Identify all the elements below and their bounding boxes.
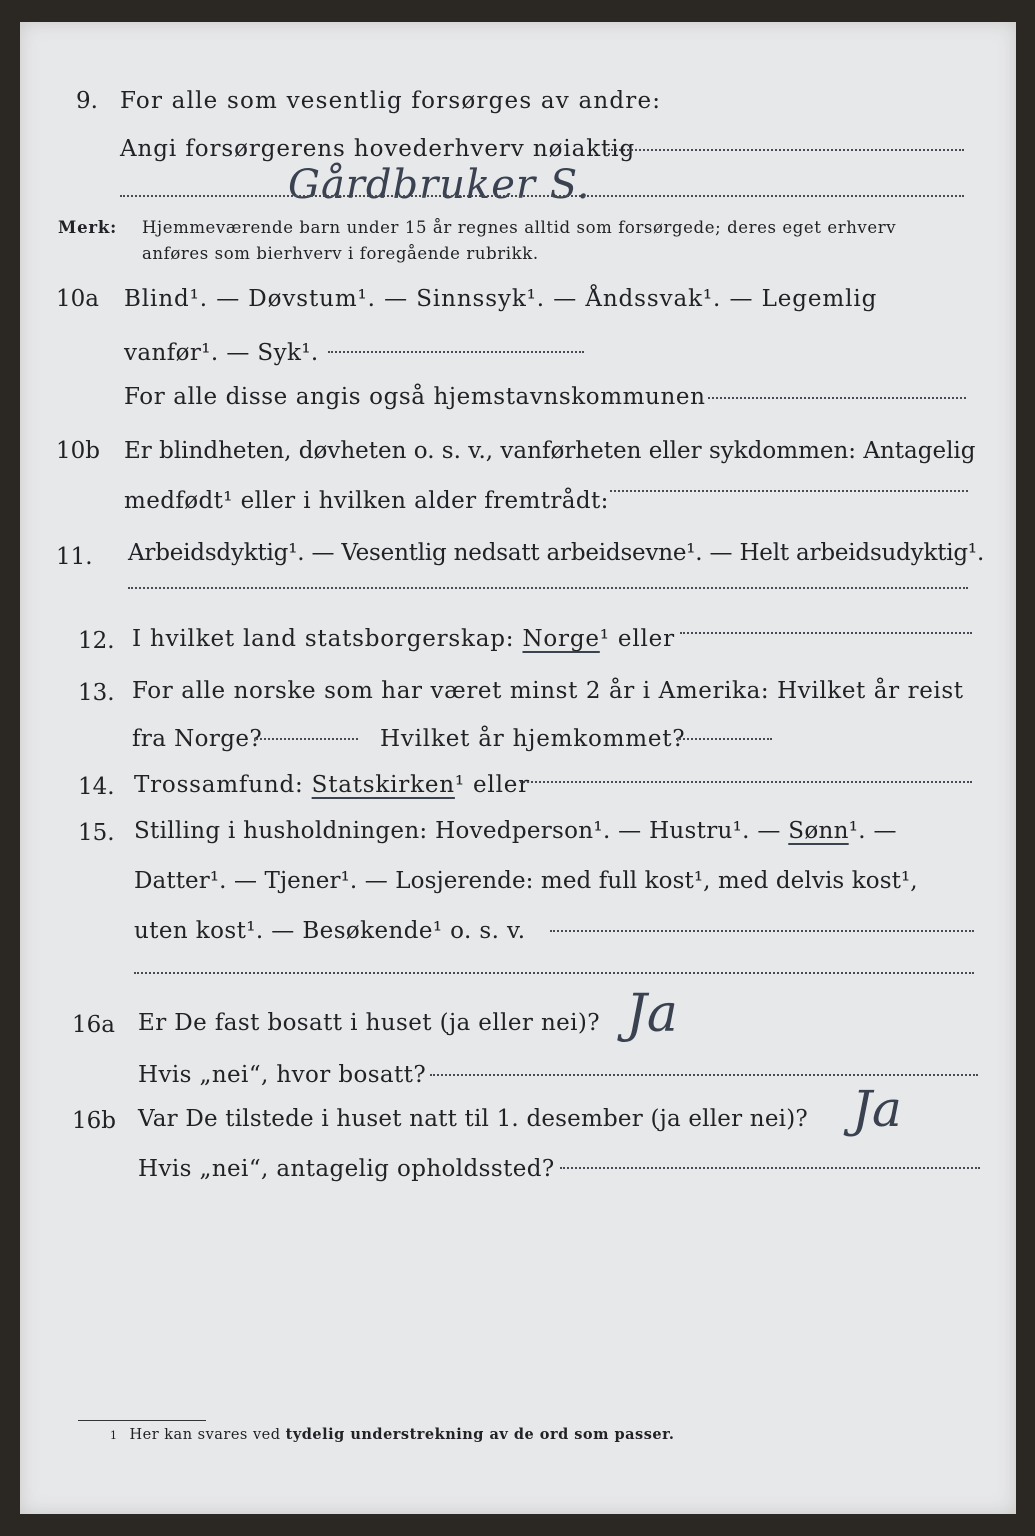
q16a-answer-line [430,1074,978,1076]
footnote-marker: 1 [110,1429,118,1442]
q11-answer-line [128,587,968,589]
q16a-number: 16a [72,1012,115,1038]
q14-answer-line [520,781,972,783]
q10a-line2: vanfør¹. — Syk¹. [124,340,319,366]
q14-suffix: ¹ eller [454,772,530,798]
q15-underlined-answer: Sønn [788,818,849,844]
q9-answer-line2 [120,195,964,197]
q16a-line2: Hvis „nei“, hvor bosatt? [138,1062,427,1088]
q10b-answer-line [610,490,968,492]
q14-text [134,772,530,798]
q15-line1 [134,818,897,844]
q14-number: 14. [78,774,115,800]
q15-answer-line2 [134,972,974,974]
q10b-line1: Er blindheten, døvheten o. s. v., vanførheten eller sykdommen: Antagelig [124,438,976,464]
q9-handwritten-answer: Gårdbruker S. [288,162,591,208]
q10a-hometown-line [708,397,966,399]
merk-label: Merk: [58,218,117,237]
q13-line2b: Hvilket år hjemkommet? [380,726,686,752]
footnote-text-plain: Her kan svares ved [129,1427,281,1443]
q16a-line1: Er De fast bosatt i huset (ja eller nei)? [138,1010,601,1036]
q16b-handwritten-answer: Ja [852,1080,902,1138]
q10a-line1: Blind¹. — Døvstum¹. — Sinnssyk¹. — Åndssvak¹. — Legemlig [124,286,878,312]
q9-number: 9. [76,88,98,114]
q14-underlined-answer: Statskirken [311,772,455,798]
q15-answer-line1 [550,930,974,932]
q14-prefix: Trossamfund: [134,772,304,798]
q9-line2: Angi forsørgerens hovederhverv nøiaktig [120,136,636,162]
q12-text [132,626,675,652]
q12-prefix: I hvilket land statsborgerskap: [132,626,515,652]
q9-answer-line1 [608,149,964,151]
q15-line1-suffix: ¹. — [848,818,897,844]
q10a-line3: For alle disse angis også hjemstavnskommunen [124,384,706,410]
census-form-page [20,22,1016,1514]
q10b-line2: medfødt¹ eller i hvilken alder fremtrådt: [124,488,609,514]
q12-answer-line [680,632,972,634]
q10a-answer-line [328,351,584,353]
q12-number: 12. [78,628,115,654]
q16b-line1: Var De tilstede i huset natt til 1. desember (ja eller nei)? [138,1106,808,1132]
q13-left-answer-line [256,738,358,740]
q13-number: 13. [78,680,115,706]
merk-line2: anføres som bierhverv i foregående rubrikk. [142,244,539,263]
q12-underlined-answer: Norge [522,626,600,652]
q9-line1: For alle som vesentlig forsørges av andre: [120,88,662,114]
q13-line2a: fra Norge? [132,726,263,752]
footnote-text-bold: tydelig understrekning av de ord som passer. [285,1426,675,1443]
merk-line1: Hjemmeværende barn under 15 år regnes alltid som forsørgede; deres eget erhverv [142,218,897,237]
q12-suffix: ¹ eller [599,626,675,652]
q13-line1: For alle norske som har været minst 2 år i Amerika: Hvilket år reist [132,678,964,704]
q16b-answer-line [560,1167,980,1169]
q15-number: 15. [78,820,115,846]
footnote [110,1426,674,1443]
q15-line3: uten kost¹. — Besøkende¹ o. s. v. [134,918,526,944]
q15-line1-prefix: Stilling i husholdningen: Hovedperson¹. — Hustru¹. — [134,818,781,844]
q16b-line2: Hvis „nei“, antagelig opholdssted? [138,1156,555,1182]
q11-line1: Arbeidsdyktig¹. — Vesentlig nedsatt arbeidsevne¹. — Helt arbeidsudyktig¹. [128,540,985,566]
q16b-number: 16b [72,1108,116,1134]
footnote-rule [78,1420,206,1421]
q11-number: 11. [56,544,93,570]
q15-line2: Datter¹. — Tjener¹. — Losjerende: med full kost¹, med delvis kost¹, [134,868,918,894]
q10b-number: 10b [56,438,100,464]
q16a-handwritten-answer: Ja [626,984,678,1044]
q13-right-answer-line [676,738,772,740]
q10a-number: 10a [56,286,99,312]
